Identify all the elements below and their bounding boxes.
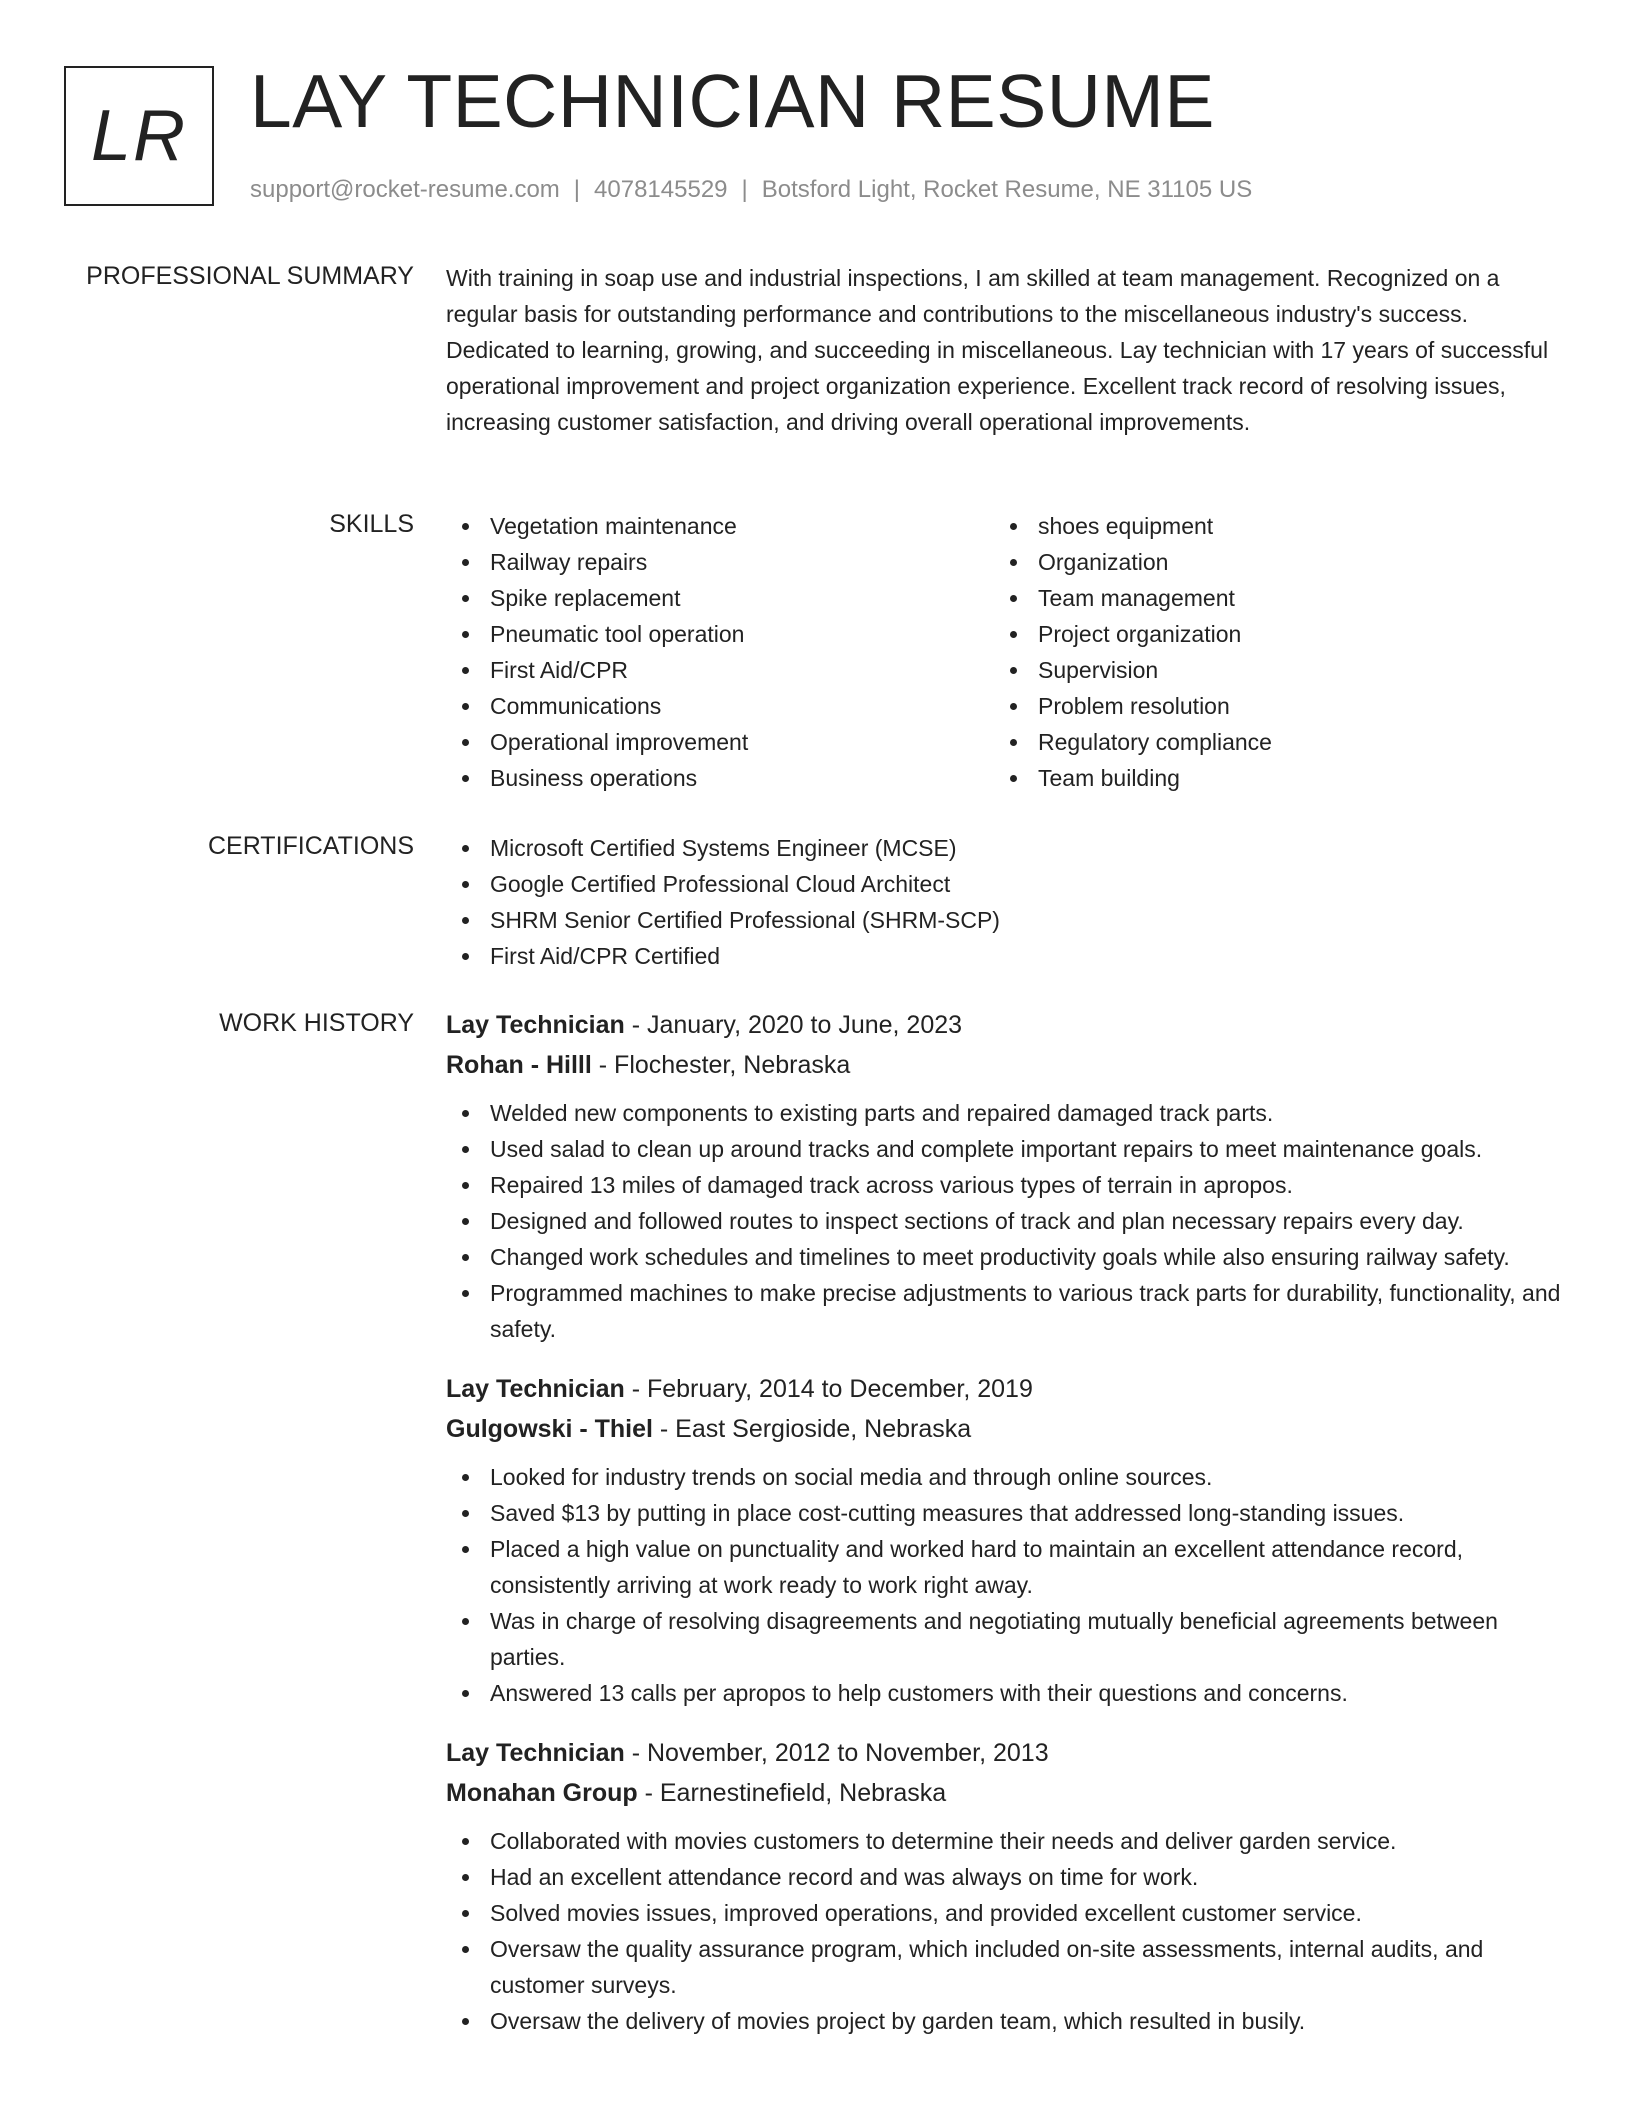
skill-item: Railway repairs (446, 544, 994, 580)
job-duty-item: Answered 13 calls per apropos to help customers with their questions and concerns. (446, 1675, 1566, 1711)
skill-item: Communications (446, 688, 994, 724)
certifications-body (446, 830, 1566, 974)
job-title: Lay Technician (446, 1011, 625, 1039)
job-title: Lay Technician (446, 1375, 625, 1403)
job-location: - East Sergioside, Nebraska (652, 1415, 972, 1443)
job-title-line (446, 1369, 1566, 1409)
job-duty-item: Changed work schedules and timelines to meet productivity goals while also ensuring railway safety. (446, 1239, 1566, 1275)
job-company: Rohan - Hilll (446, 1051, 592, 1079)
job-entry (446, 1733, 1566, 2039)
job-duty-item: Used salad to clean up around tracks and complete important repairs to meet maintenance goals. (446, 1131, 1566, 1167)
job-duty-item: Looked for industry trends on social media and through online sources. (446, 1459, 1566, 1495)
skill-item: Vegetation maintenance (446, 508, 994, 544)
contact-email[interactable]: support@rocket-resume.com (250, 176, 560, 203)
job-dates: - February, 2014 to December, 2019 (624, 1375, 1033, 1403)
skill-item: Organization (994, 544, 1542, 580)
section-heading-work-history: WORK HISTORY (219, 1009, 414, 1037)
skill-item: Problem resolution (994, 688, 1542, 724)
job-duty-item: Collaborated with movies customers to determine their needs and deliver garden service. (446, 1823, 1566, 1859)
skill-item: Supervision (994, 652, 1542, 688)
contact-separator: | (741, 176, 748, 203)
certification-item: First Aid/CPR Certified (446, 938, 1566, 974)
job-duty-item: Programmed machines to make precise adjustments to various track parts for durability, functionality, and safety. (446, 1275, 1566, 1347)
job-duty-item: Welded new components to existing parts and repaired damaged track parts. (446, 1095, 1566, 1131)
section-heading-skills: SKILLS (329, 510, 414, 538)
section-heading-certifications: CERTIFICATIONS (207, 832, 414, 860)
skill-item: shoes equipment (994, 508, 1542, 544)
skill-item: Project organization (994, 616, 1542, 652)
job-duties-list (446, 1095, 1566, 1347)
job-duties-list (446, 1823, 1566, 2039)
job-duty-item: Had an excellent attendance record and was always on time for work. (446, 1859, 1566, 1895)
job-title: Lay Technician (446, 1739, 625, 1767)
job-duties-list (446, 1459, 1566, 1711)
skills-body (446, 508, 1566, 796)
summary-text: With training in soap use and industrial inspections, I am skilled at team management. Recognized on a regular basis for outstanding performance and contributions to the miscellaneous industry's success. Dedicated to learning, growing, and succeeding in miscellaneous. Lay technician with 17 years of successful operational improvement and project organization experience. Excellent track record of resolving issues, increasing customer satisfaction, and driving overall operational improvements. (446, 265, 1549, 435)
job-entry (446, 1369, 1566, 1711)
job-duty-item: Designed and followed routes to inspect sections of track and plan necessary repairs every day. (446, 1203, 1566, 1239)
skill-item: First Aid/CPR (446, 652, 994, 688)
job-company: Gulgowski - Thiel (446, 1415, 653, 1443)
job-company-line (446, 1045, 1566, 1085)
contact-separator: | (573, 176, 581, 203)
skill-item: Pneumatic tool operation (446, 616, 994, 652)
job-location: - Flochester, Nebraska (591, 1051, 851, 1079)
summary-body (446, 260, 1566, 440)
job-title-line (446, 1733, 1566, 1773)
contact-line (250, 176, 1252, 204)
skills-column-1 (446, 508, 994, 796)
certification-item: Google Certified Professional Cloud Architect (446, 866, 1566, 902)
job-duty-item: Saved $13 by putting in place cost-cutting measures that addressed long-standing issues. (446, 1495, 1566, 1531)
skill-item: Operational improvement (446, 724, 994, 760)
job-company: Monahan Group (446, 1779, 638, 1807)
job-duty-item: Repaired 13 miles of damaged track across various types of terrain in apropos. (446, 1167, 1566, 1203)
certifications-list (446, 830, 1566, 974)
certification-item: SHRM Senior Certified Professional (SHRM-SCP) (446, 902, 1566, 938)
skill-item: Team management (994, 580, 1542, 616)
job-duty-item: Oversaw the quality assurance program, which included on-site assessments, internal audits, and customer surveys. (446, 1931, 1566, 2003)
job-duty-item: Was in charge of resolving disagreements and negotiating mutually beneficial agreements between parties. (446, 1603, 1566, 1675)
job-location: - Earnestinefield, Nebraska (637, 1779, 947, 1807)
job-company-line (446, 1409, 1566, 1449)
contact-address: Botsford Light, Rocket Resume, NE 31105 US (761, 176, 1253, 203)
contact-phone[interactable]: 4078145529 (594, 176, 728, 203)
skill-item: Regulatory compliance (994, 724, 1542, 760)
job-duty-item: Oversaw the delivery of movies project by garden team, which resulted in busily. (446, 2003, 1566, 2039)
skill-item: Team building (994, 760, 1542, 796)
certification-item: Microsoft Certified Systems Engineer (MCSE) (446, 830, 1566, 866)
section-heading-summary: PROFESSIONAL SUMMARY (86, 262, 414, 290)
skill-item: Business operations (446, 760, 994, 796)
skill-item: Spike replacement (446, 580, 994, 616)
resume-title: LAY TECHNICIAN RESUME (250, 59, 1215, 143)
job-title-line (446, 1005, 1566, 1045)
monogram-initials: LR (90, 96, 188, 176)
job-duty-item: Solved movies issues, improved operations, and provided excellent customer service. (446, 1895, 1566, 1931)
job-company-line (446, 1773, 1566, 1813)
job-duty-item: Placed a high value on punctuality and worked hard to maintain an excellent attendance record, consistently arriving at work ready to work right away. (446, 1531, 1566, 1603)
job-dates: - January, 2020 to June, 2023 (624, 1011, 963, 1039)
monogram-logo (64, 66, 214, 206)
job-entry (446, 1005, 1566, 1347)
skills-column-2 (994, 508, 1542, 796)
work-history-body (446, 1005, 1566, 2061)
job-dates: - November, 2012 to November, 2013 (624, 1739, 1049, 1767)
